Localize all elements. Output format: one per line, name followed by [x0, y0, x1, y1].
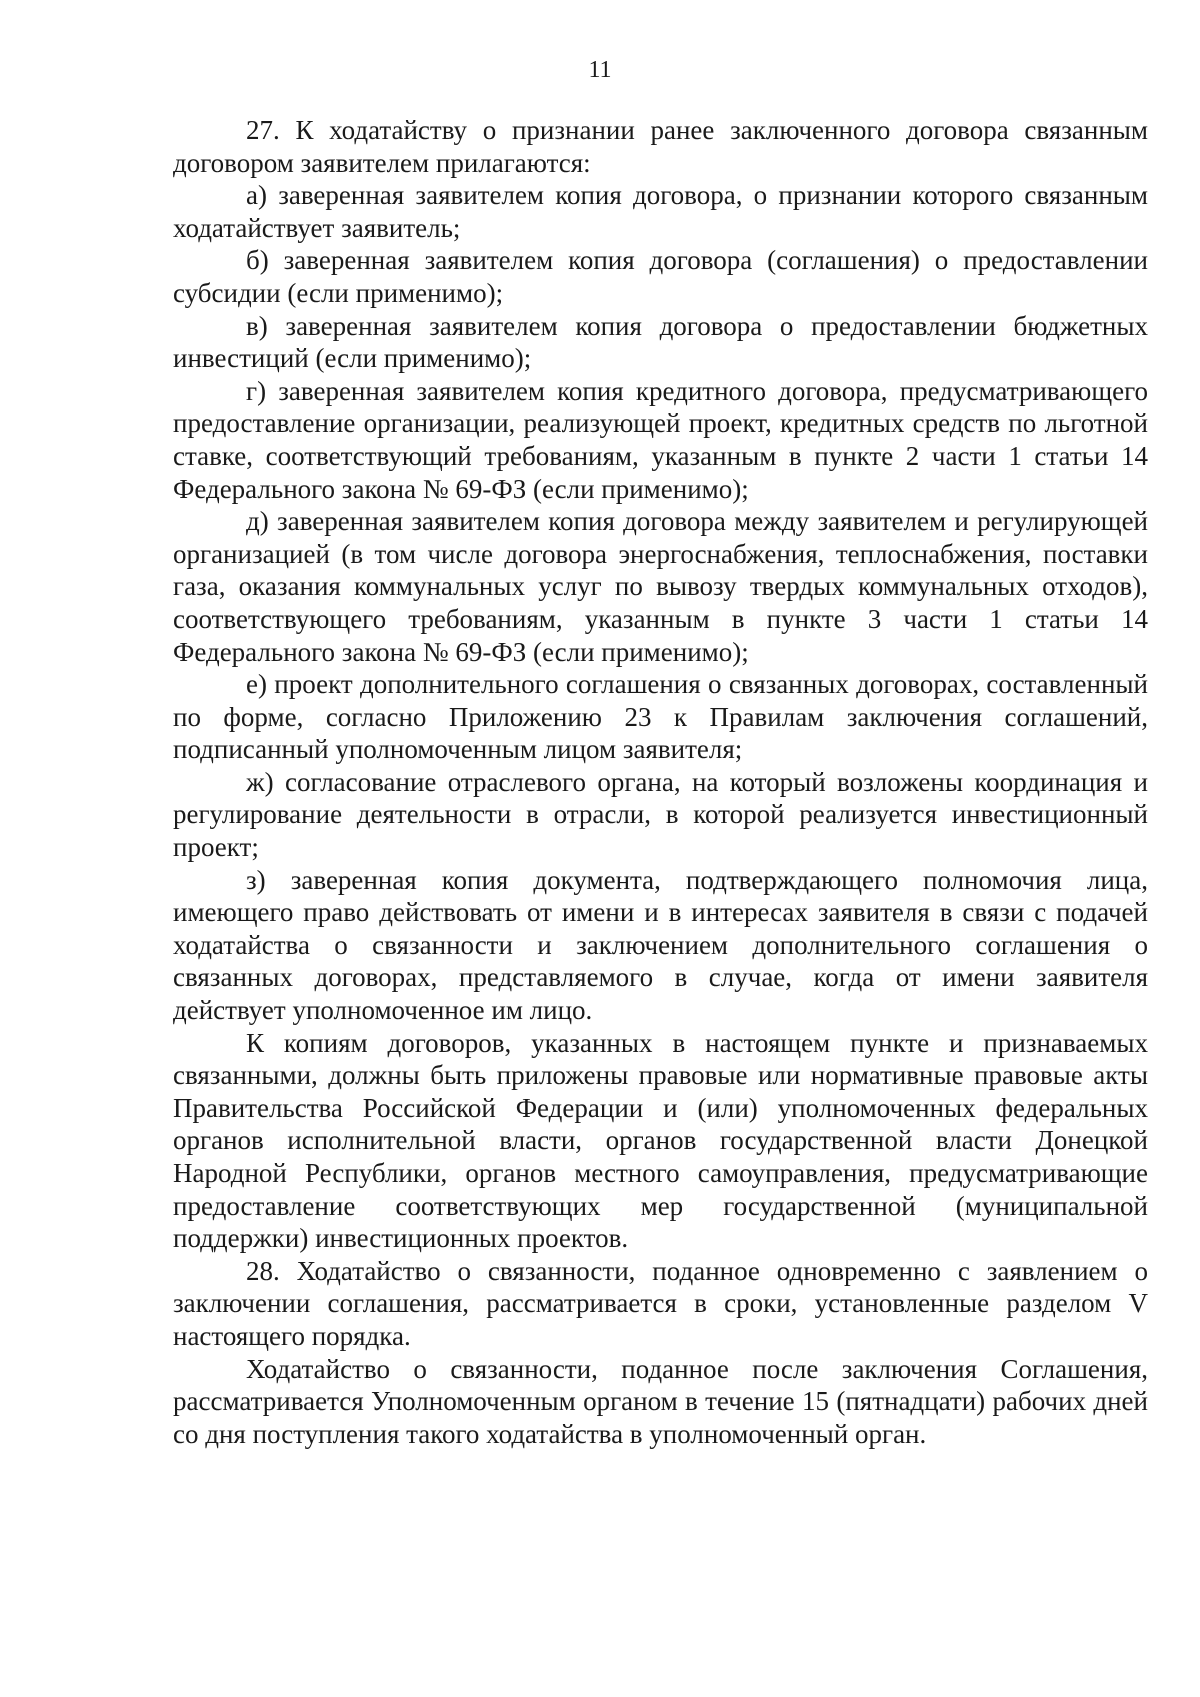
paragraph-27-intro: 27. К ходатайству о признании ранее заключенного договора связанным договором заявителем прилагаются: — [173, 115, 1148, 178]
paragraph-item-b: б) заверенная заявителем копия договора (соглашения) о предоставлении субсидии (если применимо); — [173, 245, 1148, 308]
paragraph-item-a: а) заверенная заявителем копия договора, о признании которого связанным ходатайствует заявитель; — [173, 180, 1148, 243]
paragraph-28-after-agreement: Ходатайство о связанности, поданное после заключения Соглашения, рассматривается Уполномоченным органом в течение 15 (пятнадцати) рабочих дней со дня поступления такого ходатайства в уполномоченный орган. — [173, 1353, 1148, 1449]
document-body — [173, 114, 1148, 1450]
page-number: 11 — [588, 57, 612, 83]
paragraph-item-e: е) проект дополнительного соглашения о связанных договорах, составленный по форме, согласно Приложению 23 к Правилам заключения соглашений, подписанный уполномоченным лицом заявителя; — [173, 669, 1148, 765]
paragraph-item-zh: ж) согласование отраслевого органа, на который возложены координация и регулирование деятельности в отрасли, в которой реализуется инвестиционный проект; — [173, 766, 1148, 863]
paragraph-copies-note: К копиям договоров, указанных в настоящем пункте и признаваемых связанными, должны быть приложены правовые или нормативные правовые акты Правительства Российской Федерации и (или) уполномоченных федеральных органов исполнительной власти, органов государственной власти Донецкой Народной Республики, органов местного самоуправления, предусматривающие предоставление соответствующих мер государственной (муниципальной поддержки) инвестиционных проектов. — [173, 1027, 1148, 1254]
paragraph-item-g: г) заверенная заявителем копия кредитного договора, предусматривающего предоставление организации, реализующей проект, кредитных средств по льготной ставке, соответствующий требованиям, указанным в пункте 2 части 1 статьи 14 Федерального закона № 69-ФЗ (если применимо); — [173, 375, 1148, 504]
paragraph-28: 28. Ходатайство о связанности, поданное одновременно с заявлением о заключении соглашения, рассматривается в сроки, установленные разделом V настоящего порядка. — [173, 1255, 1148, 1351]
paragraph-item-z: з) заверенная копия документа, подтверждающего полномочия лица, имеющего право действовать от имени и в интересах заявителя в связи с подачей ходатайства о связанности и заключением дополнительного соглашения о связанных договорах, представляемого в случае, когда от имени заявителя действует уполномоченное им лицо. — [173, 864, 1148, 1026]
paragraph-item-d: д) заверенная заявителем копия договора между заявителем и регулирующей организацией (в том числе договора энергоснабжения, теплоснабжения, поставки газа, оказания коммунальных услуг по вывозу твердых коммунальных отходов), соответствующего требованиям, указанным в пункте 3 части 1 статьи 14 Федерального закона № 69-ФЗ (если применимо); — [173, 506, 1148, 667]
paragraph-item-v: в) заверенная заявителем копия договора о предоставлении бюджетных инвестиций (если применимо); — [173, 310, 1148, 374]
